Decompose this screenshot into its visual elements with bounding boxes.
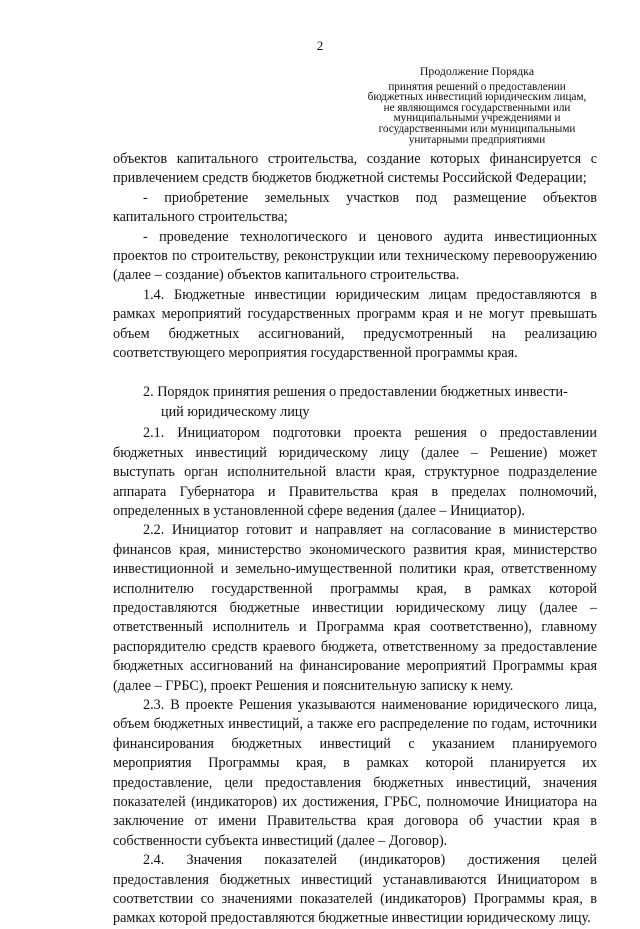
continuation-line: унитарными предприятиями	[408, 133, 546, 146]
paragraph: объектов капитального строительства, создание которых финансируется с привлечением средств бюджетов бюджетной системы Российской Федерации;	[113, 151, 597, 187]
paragraph: - проведение технологического и ценового аудита инвестиционных проектов по строительству, реконструкции или техническому перевооружению (далее – создание) объектов капитального строительства.	[113, 228, 597, 284]
paragraph: 2.2. Инициатор готовит и направляет на согласование в министерство финансов края, министерство экономического развития края, министерство инвестиционной и земельно-имущественной политики края, ответственному исполнителю государственной программы края, в рамках которой предоставляются бюджетные инвестиции юридическому лицу (далее – ответственный исполнитель и Программа края соответственно), главному распорядителю средств краевого бюджета, ответственному за предоставление бюджетных ассигнований на финансирование мероприятий Программы края (далее – ГРБС), проект Решения и пояснительную записку к нему.	[113, 522, 597, 694]
continuation-line: не являющимся государственными или	[383, 101, 571, 114]
paragraph: 2.1. Инициатором подготовки проекта решения о предоставлении бюджетных инвестиций юридическому лицу (далее – Решение) может выступать орган исполнительной власти края, структурное подразделение аппарата Губернатора и Правительства края в пределах полномочий, определенных в установленной сфере ведения (далее – Инициатор).	[113, 425, 597, 519]
paragraph: 1.4. Бюджетные инвестиции юридическим лицам предоставляются в рамках мероприятий государственных программ края и не могут превышать объем бюджетных ассигнований, предусмотренный на реализацию соответствующего мероприятия государственной программы края.	[113, 286, 597, 362]
continuation-line: государственными или муниципальными	[378, 122, 576, 135]
document-body	[113, 150, 597, 929]
section-heading-line: ций юридическому лицу	[161, 403, 310, 420]
paragraph: - приобретение земельных участков под размещение объектов капитального строительства;	[113, 189, 597, 226]
continuation-line: муниципальными учреждениями и	[393, 112, 561, 125]
continuation-line: бюджетных инвестиций юридическим лицам,	[367, 91, 587, 104]
continuation-header	[352, 66, 602, 145]
continuation-title: Продолжение Порядка	[419, 64, 535, 78]
page-number: 2	[316, 38, 324, 53]
section-heading-line: 2. Порядок принятия решения о предоставлении бюджетных инвести-	[143, 384, 568, 401]
continuation-line: принятия решений о предоставлении	[388, 80, 566, 93]
section-heading	[113, 383, 597, 422]
paragraph: 2.3. В проекте Решения указываются наименование юридического лица, объем бюджетных инвестиций, а также его распределение по годам, источники финансирования бюджетных инвестиций с указанием планируемого мероприятия Программы края, в рамках которой планируется их предоставление, цели предоставления бюджетных инвестиций, значения показателей (индикаторов) их достижения, ГРБС, полномочие Инициатора на заключение от имени Правительства края договора об участии края в собственности субъекта инвестиций (далее – Договор).	[113, 696, 597, 849]
paragraph: 2.4. Значения показателей (индикаторов) достижения целей предоставления бюджетных инвестиций устанавливаются Инициатором в соответствии со значениями показателей (индикаторов) Программы края, в рамках которой предоставляются бюджетные инвестиции юридическому лицу.	[113, 852, 597, 927]
